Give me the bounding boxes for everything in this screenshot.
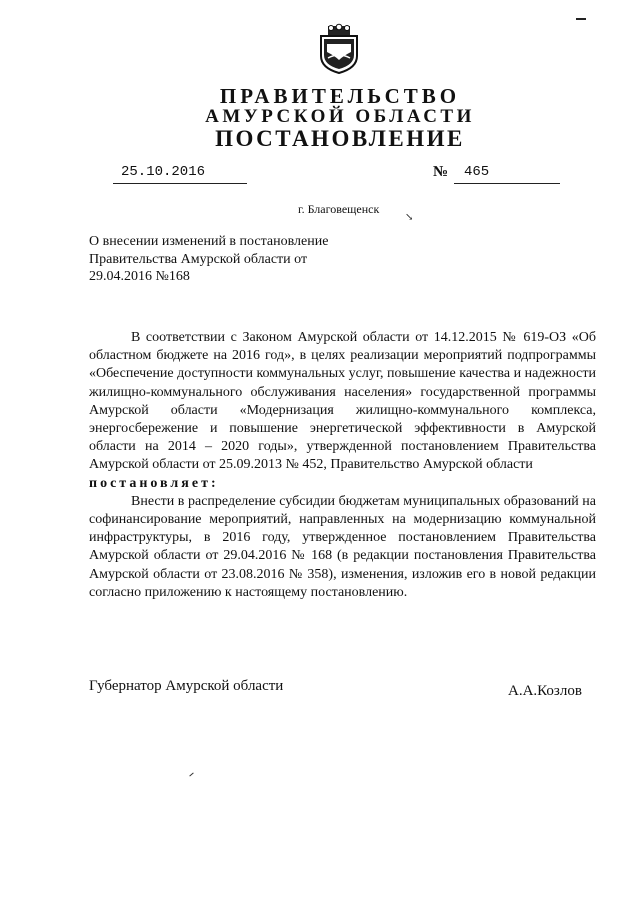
region-title: АМУРСКОЙ ОБЛАСТИ [205,106,475,127]
scan-tick-mark: ↘ [405,212,414,223]
signatory-position: Губернатор Амурской области [89,678,284,694]
document-type-title: ПОСТАНОВЛЕНИЕ [215,126,465,151]
document-subject: О внесении изменений в постановление Правительства Амурской области от 29.04.2016 №168 [89,234,329,284]
coat-of-arms-emblem [319,22,359,74]
government-title: ПРАВИТЕЛЬСТВО [219,84,461,108]
city: г. Благовещенск [298,202,380,216]
document-body [89,329,596,602]
scan-speck [189,773,193,777]
document-date: 25.10.2016 [113,164,247,184]
preamble-paragraph: В соответствии с Законом Амурской области от 14.12.2015 № 619-ОЗ «Об областном бюджете на 2016 год», в целях реализации мероприятий подпрограммы «Обеспечение доступности коммунальных услуг, повышение качества и надежности жилищно-коммунального обслуживания населения» государственной программы Амурской области «Модернизация жилищно-коммунального комплекса, энергосбережение и повышение энергетической эффективности в Амурской области на 2014 – 2020 годы», утвержденной постановлением Правительства Амурской области от 25.09.2013 № 452, Правительство Амурской области [89,330,596,473]
scan-mark [576,18,586,20]
document-number: 465 [454,164,560,184]
resolution-paragraph: Внести в распределение субсидии бюджетам муниципальных образований на софинансирование мероприятий, направленных на модернизацию коммунальной инфраструктуры, в 2016 году, утвержденное постановлением Правительства Амурской области от 29.04.2016 № 168 (в редакции постановления Правительства Амурской области от 23.08.2016 № 358), изменения, изложив его в новой редакции согласно приложению к настоящему постановлению. [89,493,596,600]
decree-word: постановляет: [89,475,219,491]
number-label: № [433,164,449,180]
signatory-name: А.А.Козлов [508,683,582,699]
